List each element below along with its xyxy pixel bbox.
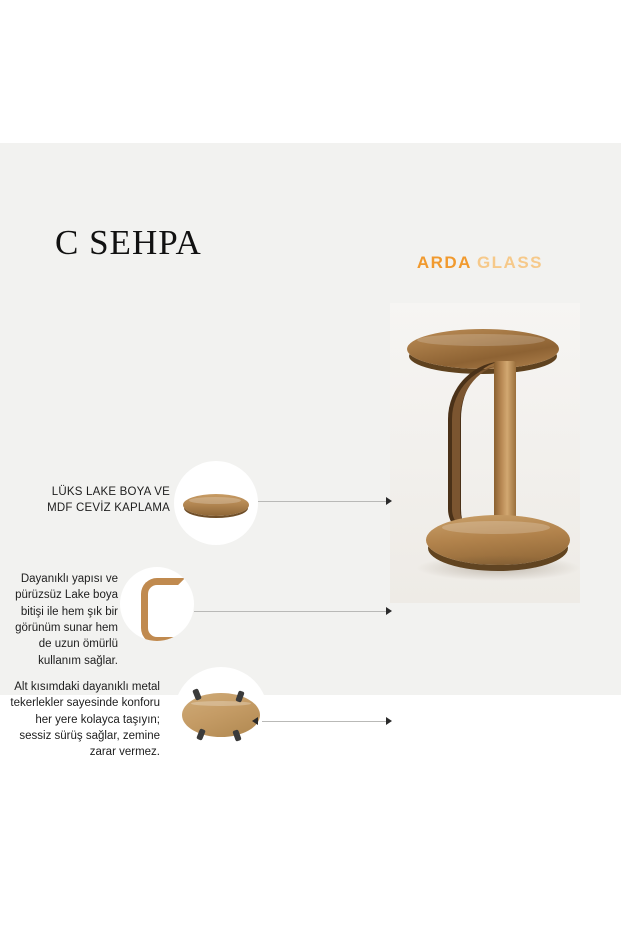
table-top-disc-icon [183,494,249,516]
feature-structure-text: Dayanıklı yapısı ve pürüzsüz Lake boya bitişi ile hem şık bir görünüm sunar hem de uzun ömürlü kullanım sağlar. [15,573,118,667]
feature-finish-line2: MDF CEVİZ KAPLAMA [47,502,170,515]
brand-logo [417,253,543,273]
leader-arrow-finish [386,497,392,505]
leader-arrow-wheels-inner [252,717,258,725]
feature-finish-line1: LÜKS LAKE BOYA VE [51,486,170,498]
feature-finish-text [10,484,170,517]
leader-arrow-wheels [386,717,392,725]
feature-finish-bubble [174,461,258,545]
leader-line-structure [194,611,390,612]
page-title: C SEHPA [55,223,202,262]
leader-line-finish-right [258,501,390,502]
c-shaped-leg-icon [141,578,185,641]
leader-line-wheels [262,721,390,722]
brand-word-primary: ARDA [416,253,472,272]
brand-word-secondary: GLASS [476,253,543,272]
product-photo [390,303,580,603]
infographic-panel [0,143,621,759]
feature-structure-bubble [120,567,194,641]
table-top-shape [407,329,559,369]
table-shadow [416,555,580,581]
table-post-shape [494,361,516,533]
feature-wheels-bubble [174,667,268,761]
base-with-wheels-icon [182,693,260,737]
leader-arrow-structure [386,607,392,615]
feature-wheels-text: Alt kısımdaki dayanıklı metal tekerlekler sayesinde konforu her yere kolayca taşıyın; sessiz sürüş sağlar, zemine zarar vermez. [10,681,160,759]
